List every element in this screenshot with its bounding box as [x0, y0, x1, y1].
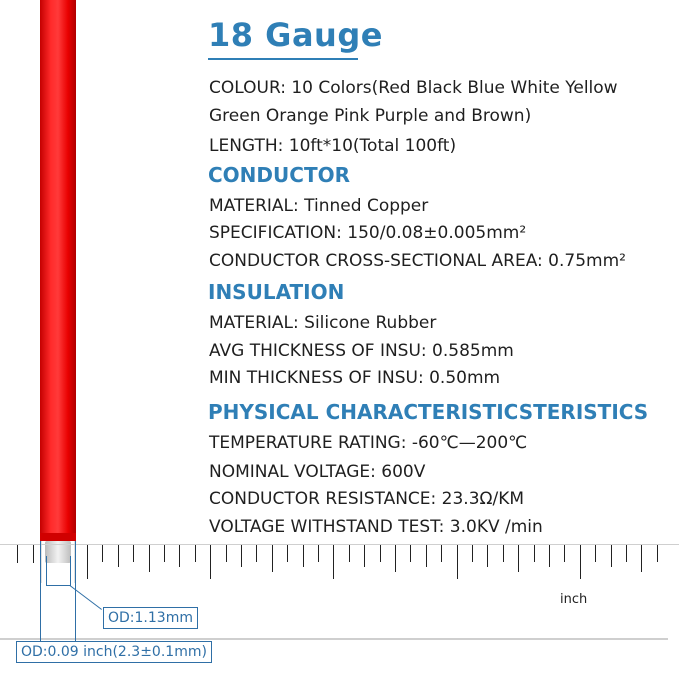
red-wire-image	[40, 0, 76, 535]
ruler-tick	[426, 545, 427, 567]
insulation-heading: INSULATION	[208, 280, 345, 304]
temperature-rating: TEMPERATURE RATING: -60℃—200℃	[209, 433, 528, 453]
ruler-tick	[518, 545, 519, 572]
inner-od-label: OD:1.13mm	[103, 607, 198, 629]
ruler-tick	[534, 545, 535, 562]
ruler-tick	[580, 545, 581, 579]
ruler-tick	[657, 545, 658, 562]
ruler-tick	[241, 545, 242, 567]
page-title: 18 Gauge	[208, 16, 383, 54]
ruler-tick	[287, 545, 288, 562]
ruler-tick	[17, 545, 18, 563]
title-underline	[208, 58, 358, 60]
ruler-tick	[87, 545, 88, 579]
colour-spec: COLOUR: 10 Colors(Red Black Blue White Yellow	[209, 78, 618, 98]
inner-dimension-line-right	[70, 556, 71, 586]
conductor-material: MATERIAL: Tinned Copper	[209, 196, 429, 216]
ruler-tick	[195, 545, 196, 562]
ruler-tick	[210, 545, 211, 579]
insulation-min-thickness: MIN THICKNESS OF INSU: 0.50mm	[209, 368, 501, 388]
ruler-tick	[33, 545, 34, 563]
ruler-tick	[303, 545, 304, 567]
colour-spec-continued: Green Orange Pink Purple and Brown)	[209, 106, 532, 126]
ruler-tick	[395, 545, 396, 572]
ruler-tick	[380, 545, 381, 562]
insulation-avg-thickness: AVG THICKNESS OF INSU: 0.585mm	[209, 341, 514, 361]
outer-dimension-line-left	[40, 541, 41, 641]
ruler-unit-label: inch	[560, 592, 588, 607]
inner-dimension-line-left	[46, 556, 47, 586]
physical-heading: PHYSICAL CHARACTERISTICSTERISTICS	[208, 400, 649, 424]
conductor-area: CONDUCTOR CROSS-SECTIONAL AREA: 0.75mm²	[209, 251, 626, 271]
ruler-tick	[149, 545, 150, 572]
ruler-tick	[626, 545, 627, 562]
ruler-tick	[118, 545, 119, 567]
voltage-withstand-test: VOLTAGE WITHSTAND TEST: 3.0KV /min	[209, 517, 543, 537]
ruler-tick	[503, 545, 504, 562]
ruler-tick	[441, 545, 442, 562]
ruler-tick	[333, 545, 334, 579]
ruler-tick	[611, 545, 612, 567]
ruler-tick	[349, 545, 350, 562]
nominal-voltage: NOMINAL VOLTAGE: 600V	[209, 462, 426, 482]
conductor-specification: SPECIFICATION: 150/0.08±0.005mm²	[209, 223, 527, 243]
ruler-tick	[256, 545, 257, 562]
ruler-tick	[272, 545, 273, 572]
ruler-tick	[226, 545, 227, 562]
ruler-tick	[641, 545, 642, 572]
ruler-tick	[457, 545, 458, 579]
outer-od-label: OD:0.09 inch(2.3±0.1mm)	[16, 641, 212, 663]
ruler-tick	[549, 545, 550, 567]
length-spec: LENGTH: 10ft*10(Total 100ft)	[209, 136, 457, 156]
ruler-tick	[364, 545, 365, 567]
ruler-bottom-edge	[0, 638, 668, 640]
ruler-tick	[133, 545, 134, 562]
inner-dimension-bar	[46, 585, 71, 586]
ruler-tick	[102, 545, 103, 562]
ruler-tick	[318, 545, 319, 562]
conductor-resistance: CONDUCTOR RESISTANCE: 23.3Ω/KM	[209, 489, 525, 509]
ruler-tick	[472, 545, 473, 562]
ruler-tick	[164, 545, 165, 562]
ruler-tick	[564, 545, 565, 562]
conductor-heading: CONDUCTOR	[208, 163, 350, 187]
insulation-material: MATERIAL: Silicone Rubber	[209, 313, 437, 333]
ruler-tick	[410, 545, 411, 562]
ruler-tick	[595, 545, 596, 562]
ruler-tick	[179, 545, 180, 567]
ruler-tick	[487, 545, 488, 567]
wire-cut-end	[40, 533, 76, 541]
